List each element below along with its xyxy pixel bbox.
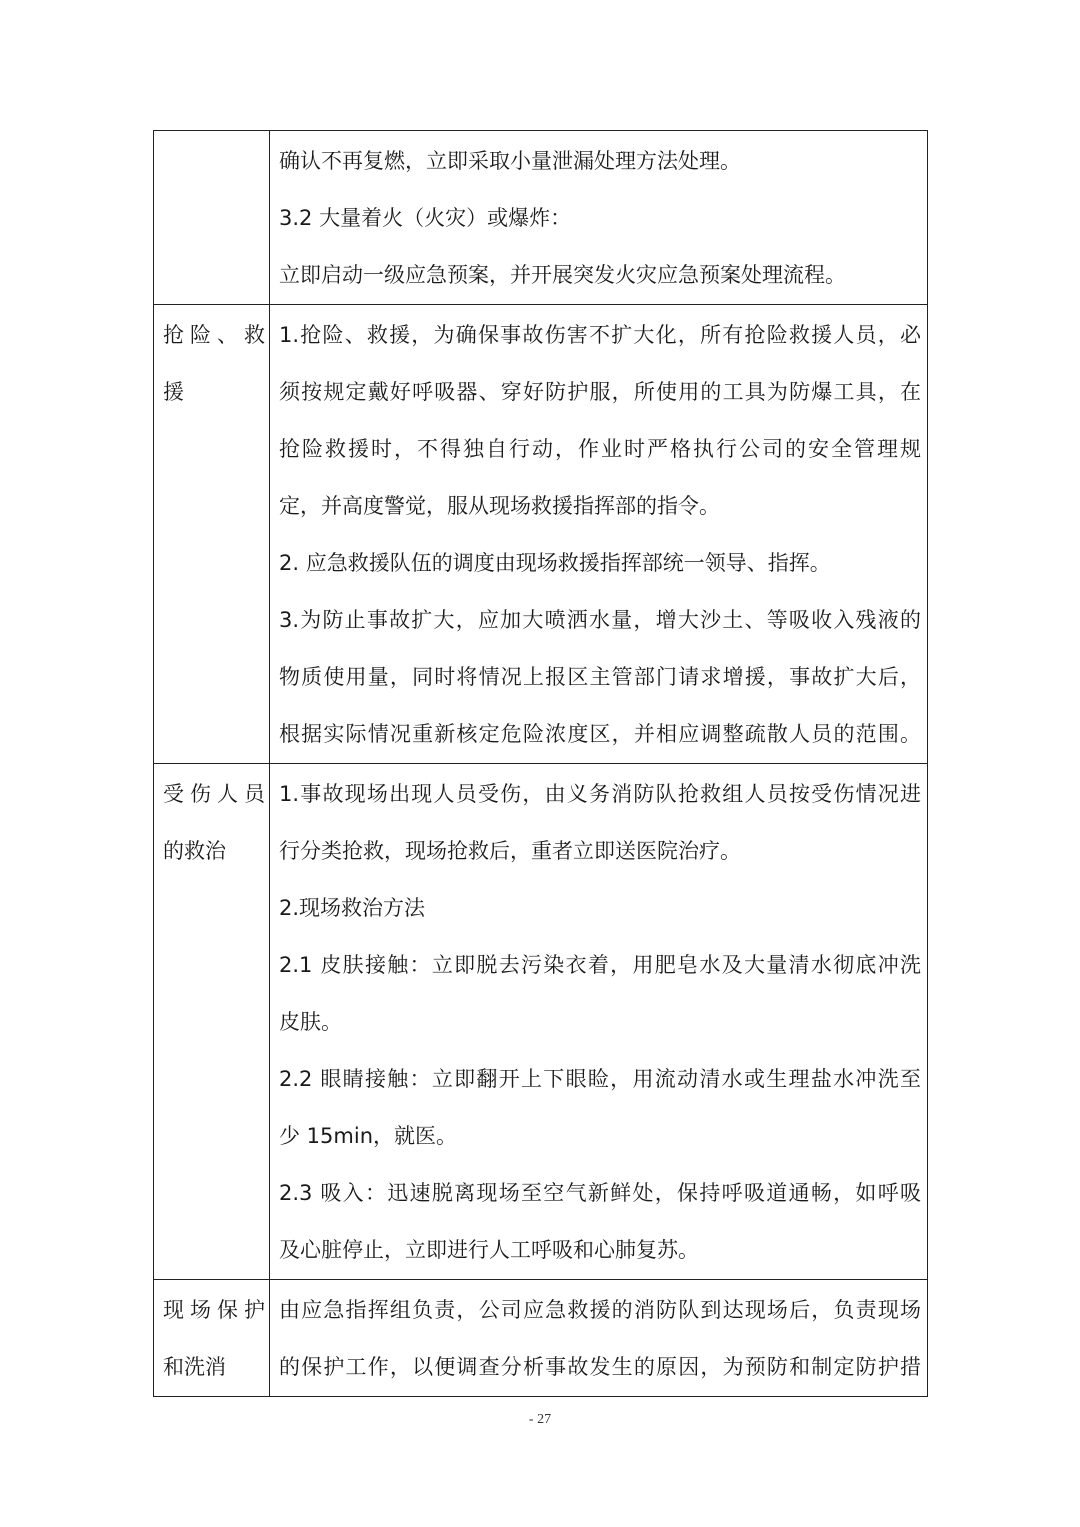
row-label-cell [154,764,270,1280]
table-row [154,1280,928,1397]
text-line: 物质使用量，同时将情况上报区主管部门请求增援，事故扩大后， [279,665,921,689]
row-label-line: 现场保护 [163,1298,265,1322]
text-line: 立即启动一级应急预案，并开展突发火灾应急预案处理流程。 [279,263,846,287]
text-line: 根据实际情况重新核定危险浓度区，并相应调整疏散人员的范围。 [279,722,921,746]
text-line: 确认不再复燃，立即采取小量泄漏处理方法处理。 [279,149,741,173]
text-line: 3.为防止事故扩大，应加大喷洒水量，增大沙土、等吸收入残液的 [279,608,921,632]
row-content-cell [270,305,928,764]
table-row [154,305,928,764]
row-label-line: 的救治 [163,839,226,863]
row-label-cell [154,1280,270,1397]
text-line: 行分类抢救，现场抢救后，重者立即送医院治疗。 [279,839,741,863]
row-label-line: 抢险、救 [163,323,265,347]
row-label-cell [154,305,270,764]
page-number: - 27 [528,1412,552,1427]
text-line: 2.3 吸入：迅速脱离现场至空气新鲜处，保持呼吸道通畅，如呼吸 [279,1181,921,1205]
text-line: 1.抢险、救援，为确保事故伤害不扩大化，所有抢险救援人员，必 [279,323,921,347]
row-content-cell [270,1280,928,1397]
text-line: 2.现场救治方法 [279,896,426,920]
row-label-line: 援 [163,380,184,404]
text-line: 及心脏停止，立即进行人工呼吸和心肺复苏。 [279,1238,699,1262]
table-row [154,764,928,1280]
emergency-procedure-table [153,130,928,1397]
text-line: 3.2 大量着火（火灾）或爆炸： [279,206,572,230]
text-line: 1.事故现场出现人员受伤，由义务消防队抢救组人员按受伤情况进 [279,782,921,806]
text-line: 的保护工作，以便调查分析事故发生的原因，为预防和制定防护措 [279,1355,921,1379]
text-line: 抢险救援时，不得独自行动，作业时严格执行公司的安全管理规 [279,437,921,461]
row-content-cell [270,764,928,1280]
text-line: 由应急指挥组负责，公司应急救援的消防队到达现场后，负责现场 [279,1298,921,1322]
text-line: 2.1 皮肤接触：立即脱去污染衣着，用肥皂水及大量清水彻底冲洗 [279,953,921,977]
text-line: 2.2 眼睛接触：立即翻开上下眼睑，用流动清水或生理盐水冲洗至 [279,1067,921,1091]
row-content-cell [270,131,928,305]
row-label-cell [154,131,270,305]
text-line: 须按规定戴好呼吸器、穿好防护服，所使用的工具为防爆工具，在 [279,380,921,404]
row-label-line: 受伤人员 [163,782,265,806]
text-line: 少 15min，就医。 [279,1124,457,1148]
row-label-line: 和洗消 [163,1355,226,1379]
text-line: 皮肤。 [279,1010,342,1034]
text-line: 2. 应急救援队伍的调度由现场救援指挥部统一领导、指挥。 [279,551,831,575]
table-row [154,131,928,305]
text-line: 定，并高度警觉，服从现场救援指挥部的指令。 [279,494,720,518]
